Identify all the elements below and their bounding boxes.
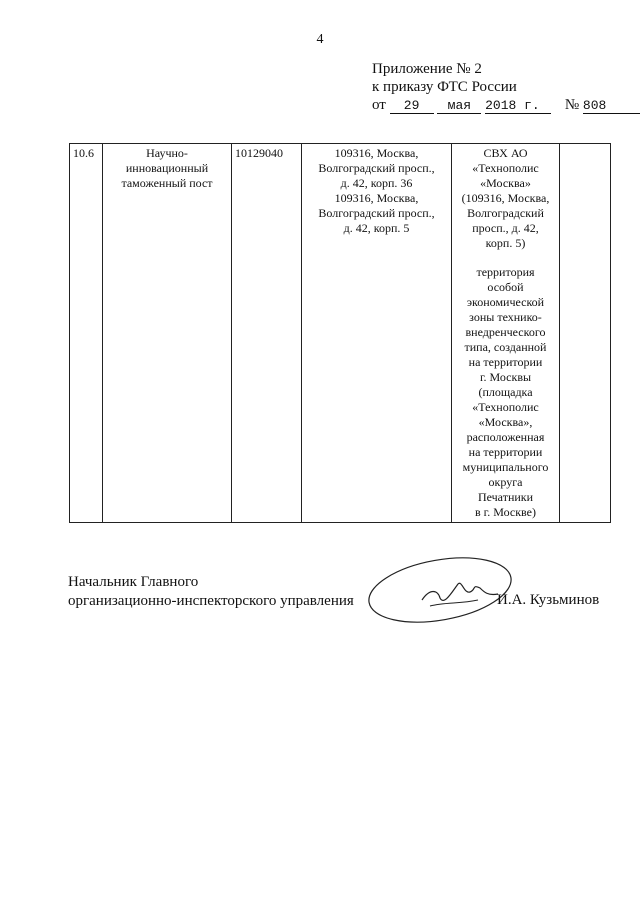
order-number: 808 [583, 98, 640, 114]
post-addresses [302, 144, 452, 523]
order-date-line [372, 96, 640, 114]
number-prefix: № [564, 97, 580, 113]
special-zone-info: территория особой экономической зоны технико- внедренческого типа, созданной на территории г. Москвы (площадка «Технополис «Москва», расположенная на территории муниципального округа Печатники в г. Москве) [462, 265, 549, 519]
post-name: Научно- инновационный таможенный пост [103, 144, 232, 523]
table-row [70, 144, 611, 523]
post-code: 10129040 [232, 144, 302, 523]
empty-cell [560, 144, 611, 523]
zone-description [452, 144, 560, 523]
date-prefix: от [372, 97, 386, 113]
warehouse-info: СВХ АО «Технополис «Москва» (109316, Москва, Волгоградский просп., д. 42, корп. 5) [461, 146, 550, 250]
signer-position-line2: организационно-инспекторского управления [68, 593, 354, 609]
row-number: 10.6 [70, 144, 103, 523]
appendix-title: Приложение № 2 [372, 61, 482, 77]
order-reference: к приказу ФТС России [372, 79, 517, 95]
address-2: 109316, Москва, Волгоградский просп., д. 42, корп. 5 [318, 191, 435, 235]
date-day: 29 [390, 98, 434, 114]
signer-name: И.А. Кузьминов [497, 592, 600, 608]
spacer [455, 251, 556, 265]
signer-position-line1: Начальник Главного [68, 574, 199, 590]
handwritten-signature [360, 548, 530, 628]
customs-posts-table [69, 143, 611, 523]
page-number: 4 [316, 32, 324, 47]
date-month: мая [437, 98, 481, 114]
signature-block [68, 573, 354, 611]
appendix-header [372, 60, 640, 114]
address-1: 109316, Москва, Волгоградский просп., д. 42, корп. 36 [318, 146, 435, 190]
date-year: 2018 г. [485, 98, 551, 114]
